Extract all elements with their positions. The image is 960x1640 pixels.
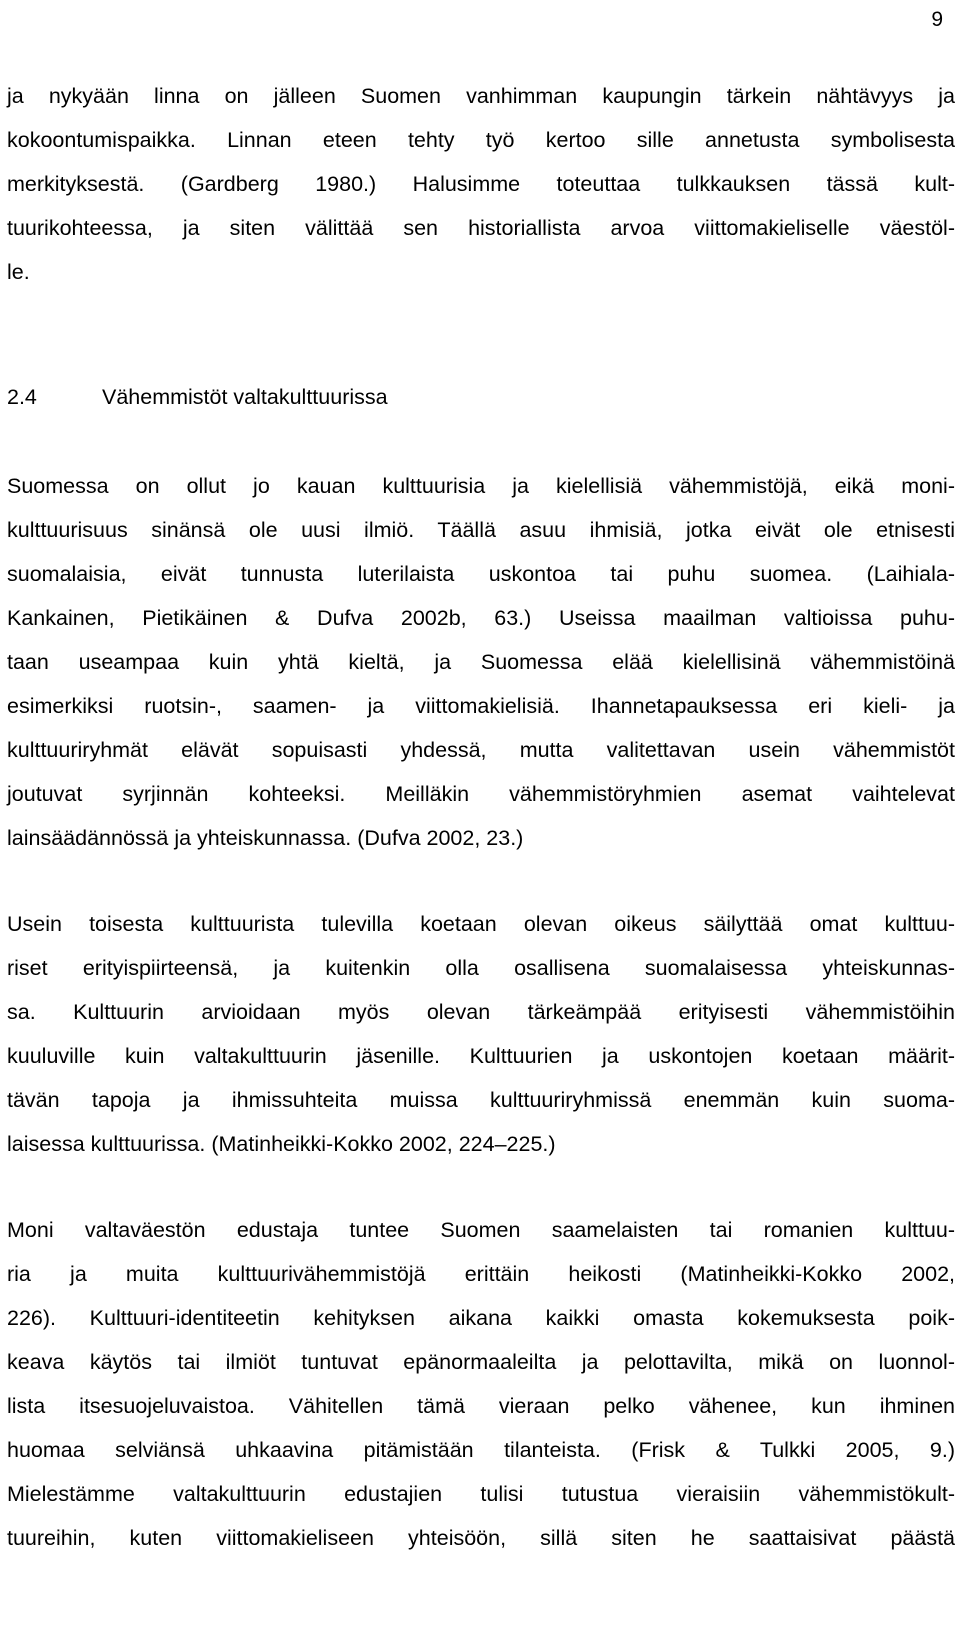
text-line: ja nykyään linna on jälleen Suomen vanhimman kaupungin tärkein nähtävyys ja: [7, 84, 955, 108]
section-number: 2.4: [7, 385, 37, 409]
text-line: tuurikohteessa, ja siten välittää sen historiallista arvoa viittomakieliselle väestöl-: [7, 216, 955, 240]
text-line: keava käytös tai ilmiöt tuntuvat epänormaaleilta ja pelottavilta, mikä on luonnol-: [7, 1350, 955, 1374]
text-line: suomalaisia, eivät tunnusta luterilaista uskontoa tai puhu suomea. (Laihiala-: [7, 562, 955, 586]
paragraph-minorities: [7, 464, 955, 860]
text-line: tuureihin, kuten viittomakieliseen yhteisöön, sillä siten he saattaisivat päästä: [7, 1526, 955, 1550]
text-line: Moni valtaväestön edustaja tuntee Suomen saamelaisten tai romanien kulttuu-: [7, 1218, 955, 1242]
text-line: huomaa selviänsä uhkaavina pitämistään tilanteista. (Frisk & Tulkki 2005, 9.): [7, 1438, 955, 1462]
text-line: Mielestämme valtakulttuurin edustajien tulisi tutustua vieraisiin vähemmistökult-: [7, 1482, 955, 1506]
text-line: Usein toisesta kulttuurista tulevilla koetaan olevan oikeus säilyttää omat kulttuu-: [7, 912, 955, 936]
text-line: 226). Kulttuuri-identiteetin kehityksen aikana kaikki omasta kokemuksesta poik-: [7, 1306, 955, 1330]
text-line: sa. Kulttuurin arvioidaan myös olevan tärkeämpää erityisesti vähemmistöihin: [7, 1000, 955, 1024]
text-line: kulttuurisuus sinänsä ole uusi ilmiö. Täällä asuu ihmisiä, jotka eivät ole etnisesti: [7, 518, 955, 542]
text-line: ria ja muita kulttuurivähemmistöjä erittäin heikosti (Matinheikki-Kokko 2002,: [7, 1262, 955, 1286]
paragraph-intro: [7, 74, 955, 294]
text-line: merkityksestä. (Gardberg 1980.) Halusimme toteuttaa tulkkauksen tässä kult-: [7, 172, 955, 196]
text-line: joutuvat syrjinnän kohteeksi. Meilläkin vähemmistöryhmien asemat vaihtelevat: [7, 782, 955, 806]
text-line: kuuluville kuin valtakulttuurin jäsenille. Kulttuurien ja uskontojen koetaan määrit-: [7, 1044, 955, 1068]
text-line: tävän tapoja ja ihmissuhteita muissa kulttuuriryhmissä enemmän kuin suoma-: [7, 1088, 955, 1112]
text-line: lista itsesuojeluvaistoa. Vähitellen tämä vieraan pelko vähenee, kun ihminen: [7, 1394, 955, 1418]
text-line: kulttuuriryhmät elävät sopuisasti yhdessä, mutta valitettavan usein vähemmistöt: [7, 738, 955, 762]
paragraph-culture: [7, 902, 955, 1166]
text-line: Suomessa on ollut jo kauan kulttuurisia ja kielellisiä vähemmistöjä, eikä moni-: [7, 474, 955, 498]
document-body: [7, 74, 955, 1560]
section-title: Vähemmistöt valtakulttuurissa: [102, 385, 388, 409]
paragraph-majority: [7, 1208, 955, 1560]
text-line: lainsäädännössä ja yhteiskunnassa. (Dufva 2002, 23.): [7, 826, 524, 850]
text-line: Kankainen, Pietikäinen & Dufva 2002b, 63.) Useissa maailman valtioissa puhu-: [7, 606, 955, 630]
text-line: riset erityispiirteensä, ja kuitenkin olla osallisena suomalaisessa yhteiskunnas-: [7, 956, 955, 980]
text-line: laisessa kulttuurissa. (Matinheikki-Kokko 2002, 224–225.): [7, 1132, 556, 1156]
text-line: esimerkiksi ruotsin-, saamen- ja viittomakielisiä. Ihannetapauksessa eri kieli- ja: [7, 694, 955, 718]
text-line: taan useampaa kuin yhtä kieltä, ja Suomessa elää kielellisinä vähemmistöinä: [7, 650, 955, 674]
page-number: 9: [931, 8, 943, 31]
text-line: le.: [7, 260, 30, 284]
section-heading: [7, 380, 955, 414]
text-line: kokoontumispaikka. Linnan eteen tehty työ kertoo sille annetusta symbolisesta: [7, 128, 955, 152]
